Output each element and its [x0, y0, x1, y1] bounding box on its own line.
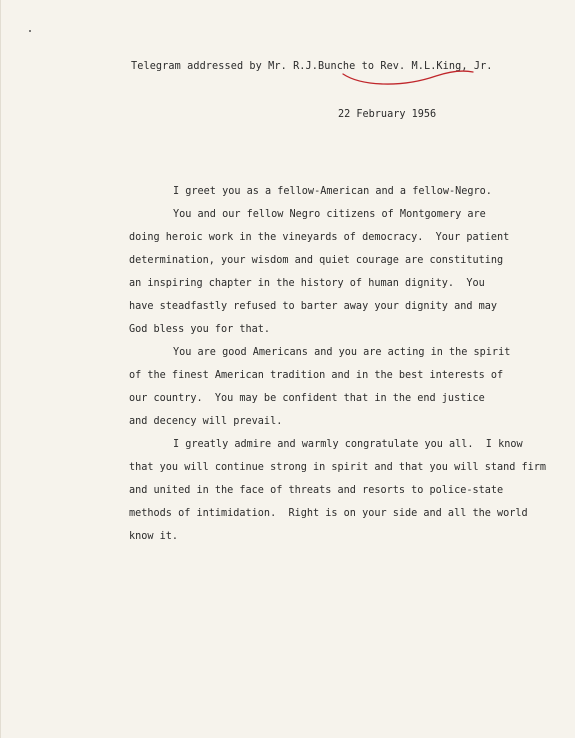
text-line: our country. You may be confident that in the end justice	[129, 393, 485, 404]
text-line: have steadfastly refused to barter away your dignity and may	[129, 301, 498, 312]
document-date: 22 February 1956	[338, 109, 437, 120]
text-line: of the finest American tradition and in the best interests of	[129, 370, 504, 381]
text-line: that you will continue strong in spirit and that you will stand firm	[129, 462, 547, 473]
paragraph-1	[129, 180, 519, 203]
text-line: I greet you as a fellow-American and a fellow-Negro.	[173, 186, 492, 197]
text-line: and united in the face of threats and resorts to police-state	[129, 485, 504, 496]
text-line: God bless you for that.	[129, 324, 271, 335]
document-heading: Telegram addressed by Mr. R.J.Bunche to Rev. M.L.King, Jr.	[131, 61, 493, 72]
paragraph-4	[129, 433, 547, 548]
text-line: and decency will prevail.	[129, 416, 283, 427]
text-line: methods of intimidation. Right is on your side and all the world	[129, 508, 528, 519]
paragraph-3	[129, 341, 519, 433]
red-underline-mark	[341, 66, 476, 86]
telegram-body	[129, 180, 547, 548]
text-line: determination, your wisdom and quiet courage are constituting	[129, 255, 504, 266]
text-line: I greatly admire and warmly congratulate you all. I know	[173, 439, 523, 450]
text-line: doing heroic work in the vineyards of democracy. Your patient	[129, 232, 510, 243]
text-line: You are good Americans and you are acting in the spirit	[173, 347, 511, 358]
paper-speck	[29, 30, 31, 32]
text-line: know it.	[129, 531, 179, 542]
text-line: an inspiring chapter in the history of human dignity. You	[129, 278, 485, 289]
text-line: You and our fellow Negro citizens of Montgomery are	[173, 209, 486, 220]
paragraph-2	[129, 203, 519, 341]
